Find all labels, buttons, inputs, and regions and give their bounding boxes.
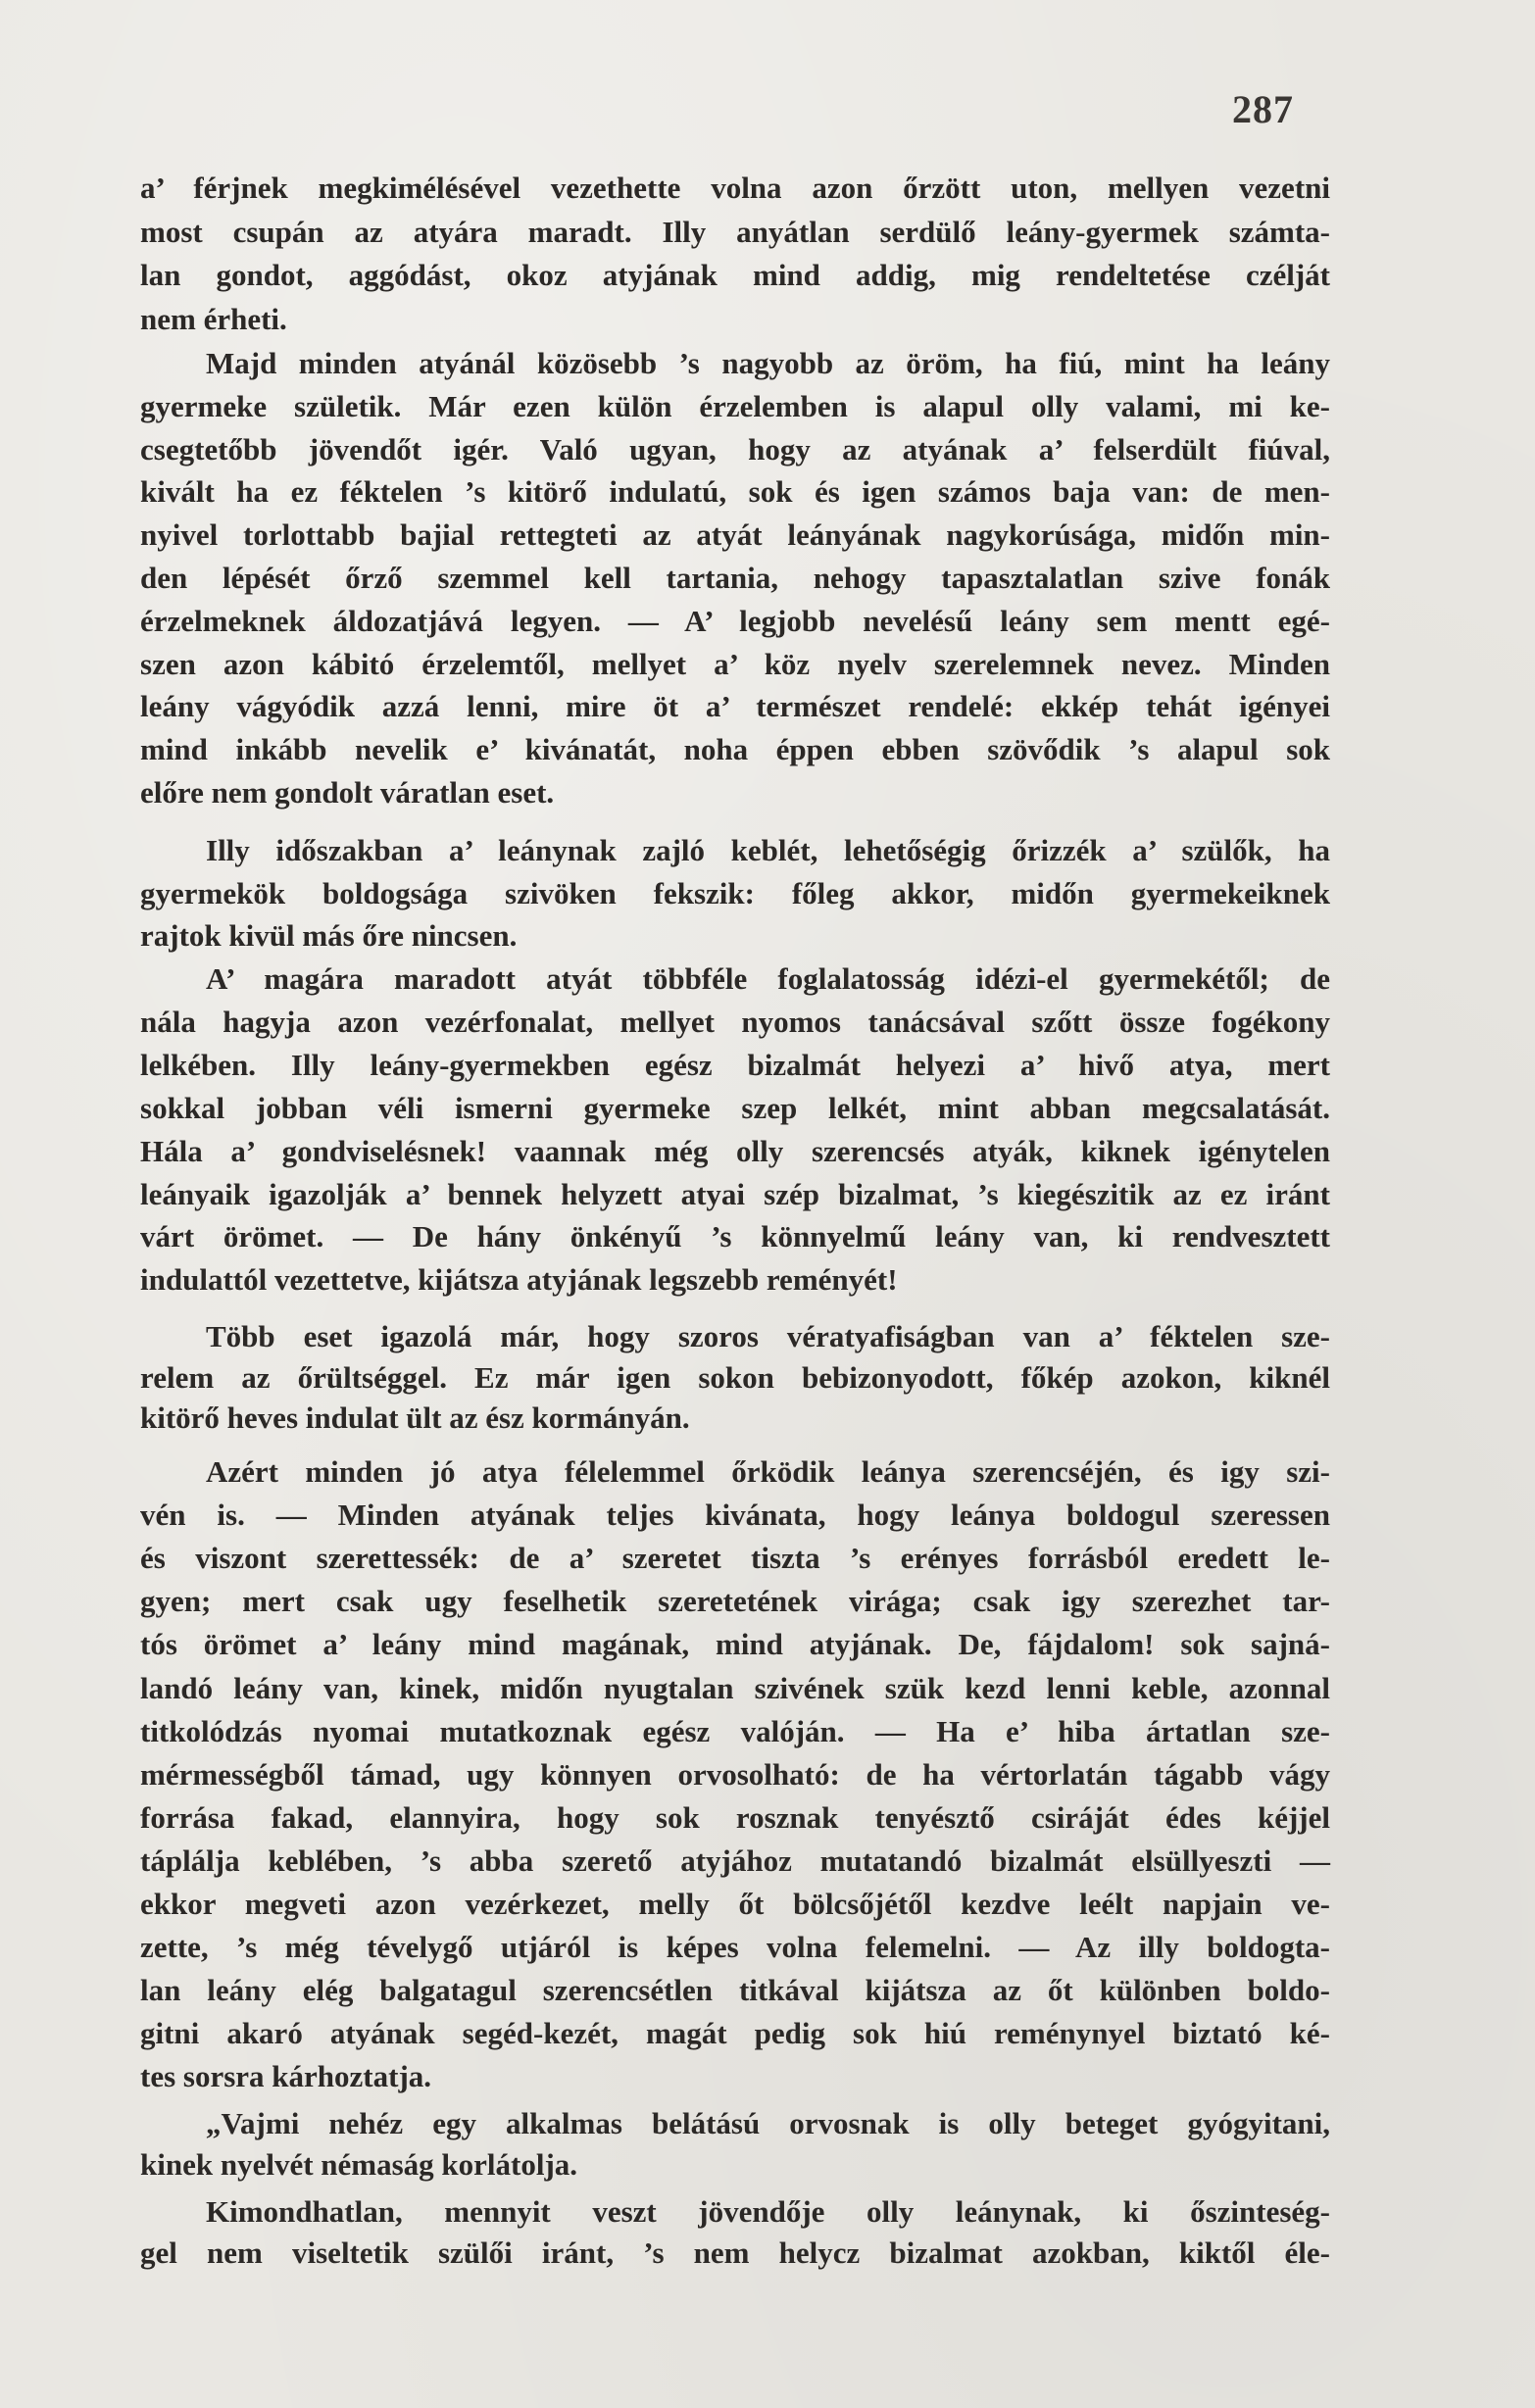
text-line: gyen; mert csak ugy feselhetik szeretetének virága; csak igy szerezhet tar-: [140, 1584, 1330, 1619]
text-line: kinek nyelvét némaság korlátolja.: [140, 2147, 578, 2182]
text-line: A’ magára maradott atyát többféle foglalatosság idézi-el gyermekétől; de: [206, 961, 1330, 996]
text-line: rajtok kivül más őre nincsen.: [140, 918, 518, 953]
text-line: tes sorsra kárhoztatja.: [140, 2059, 432, 2094]
text-line: érzelmeknek áldozatjává legyen. — A’ legjobb nevelésű leány sem mentt egé-: [140, 603, 1330, 638]
text-line: Hála a’ gondviselésnek! vaannak még olly szerencsés atyák, kiknek igénytelen: [140, 1133, 1330, 1168]
text-line: nyivel torlottabb bajial rettegteti az atyát leányának nagykorúsága, midőn min-: [140, 517, 1330, 553]
text-line: leány vágyódik azzá lenni, mire öt a’ természet rendelé: ekkép tehát igényei: [140, 689, 1330, 724]
text-line: ekkor megveti azon vezérkezet, melly őt bölcsőjétől kezdve leélt napjain ve-: [140, 1887, 1330, 1921]
text-line: lan leány elég balgatagul szerencsétlen titkával kijátsza az őt különben boldo-: [140, 1973, 1330, 2008]
text-line: „Vajmi nehéz egy alkalmas belátású orvosnak is olly beteget gyógyitani,: [206, 2106, 1330, 2140]
text-line: landó leány van, kinek, midőn nyugtalan szivének szük kezd lenni keble, azonnal: [140, 1670, 1330, 1705]
text-line: den lépését őrző szemmel kell tartania, nehogy tapasztalatlan szive fonák: [140, 561, 1330, 595]
text-line: titkolódzás nyomai mutatkoznak egész valóján. — Ha e’ hiba ártatlan sze-: [140, 1713, 1330, 1748]
text-line: vén is. — Minden atyának teljes kivánata, hogy leánya boldogul szeressen: [140, 1498, 1330, 1533]
text-line: mind inkább nevelik e’ kivánatát, noha éppen ebben szövődik ’s alapul sok: [140, 732, 1330, 767]
text-line: előre nem gondolt váratlan eset.: [140, 775, 555, 810]
text-line: relem az őrültséggel. Ez már igen sokon bebizonyodott, főkép azokon, kiknél: [140, 1359, 1330, 1395]
text-line: tós örömet a’ leány mind magának, mind atyjának. De, fájdalom! sok sajná-: [140, 1627, 1330, 1662]
text-line: csegtetőbb jövendőt igér. Való ugyan, hogy az atyának a’ felserdült fiúval,: [140, 431, 1330, 467]
text-line: várt örömet. — De hány önkényű ’s könnyelmű leány van, ki rendvesztett: [140, 1219, 1330, 1254]
text-line: nála hagyja azon vezérfonalat, mellyet nyomos tanácsával szőtt össze fogékony: [140, 1004, 1330, 1039]
text-line: Illy időszakban a’ leánynak zajló keblét, lehetőségig őrizzék a’ szülők, ha: [206, 833, 1330, 867]
text-line: táplálja keblében, ’s abba szerető atyjához mutatandó bizalmát elsüllyeszti —: [140, 1843, 1330, 1878]
text-line: Több eset igazolá már, hogy szoros vératyafiságban van a’ féktelen sze-: [206, 1319, 1330, 1353]
text-line: most csupán az atyára maradt. Illy anyátlan serdülő leány-gyermek számta-: [140, 214, 1330, 249]
text-line: gyermeke születik. Már ezen külön érzelemben is alapul olly valami, mi ke-: [140, 388, 1330, 423]
text-line: mérmességből támad, ugy könnyen orvosolható: de ha vértorlatán tágabb vágy: [140, 1756, 1330, 1792]
text-line: és viszont szerettessék: de a’ szeretet tiszta ’s erényes forrásból eredett le-: [140, 1541, 1330, 1576]
text-line: Majd minden atyánál közösebb ’s nagyobb az öröm, ha fiú, mint ha leány: [206, 346, 1330, 380]
text-line: lelkében. Illy leány-gyermekben egész bizalmát helyezi a’ hivő atya, mert: [140, 1047, 1330, 1082]
text-line: gel nem viseltetik szülői iránt, ’s nem helycz bizalmat azokban, kiktől éle-: [140, 2236, 1330, 2270]
text-line: Azért minden jó atya félelemmel őrködik leánya szerencséjén, és igy szi-: [206, 1454, 1330, 1489]
text-line: sokkal jobban véli ismerni gyermeke szep lelkét, mint abban megcsalatását.: [140, 1090, 1330, 1125]
text-line: kivált ha ez féktelen ’s kitörő indulatú, sok és igen számos baja van: de men-: [140, 474, 1330, 510]
text-line: a’ férjnek megkimélésével vezethette volna azon őrzött uton, mellyen vezetni: [140, 171, 1330, 205]
page-number: 287: [1232, 87, 1294, 131]
text-line: indulattól vezettetve, kijátsza atyjának legszebb reményét!: [140, 1262, 898, 1298]
text-line: gyermekök boldogsága szivöken fekszik: főleg akkor, midőn gyermekeiknek: [140, 875, 1330, 910]
text-line: Kimondhatlan, mennyit veszt jövendője olly leánynak, ki őszinteség-: [206, 2194, 1330, 2229]
text-line: kitörő heves indulat ült az ész kormányán.: [140, 1401, 690, 1435]
text-line: lan gondot, aggódást, okoz atyjának mind addig, mig rendeltetése czélját: [140, 258, 1330, 293]
text-line: gitni akaró atyának segéd-kezét, magát pedig sok hiú reménynyel biztató ké-: [140, 2016, 1330, 2051]
text-line: leányaik igazolják a’ bennek helyzett atyai szép bizalmat, ’s kiegészitik az ez iránt: [140, 1176, 1330, 1211]
text-line: forrása fakad, elannyira, hogy sok rosznak tenyésztő csiráját édes kéjjel: [140, 1799, 1330, 1835]
text-line: zette, ’s még tévelygő utjáról is képes volna felemelni. — Az illy boldogta-: [140, 1930, 1330, 1965]
text-line: nem érheti.: [140, 302, 287, 337]
text-line: szen azon kábitó érzelemtől, mellyet a’ köz nyelv szerelemnek nevez. Minden: [140, 646, 1330, 681]
